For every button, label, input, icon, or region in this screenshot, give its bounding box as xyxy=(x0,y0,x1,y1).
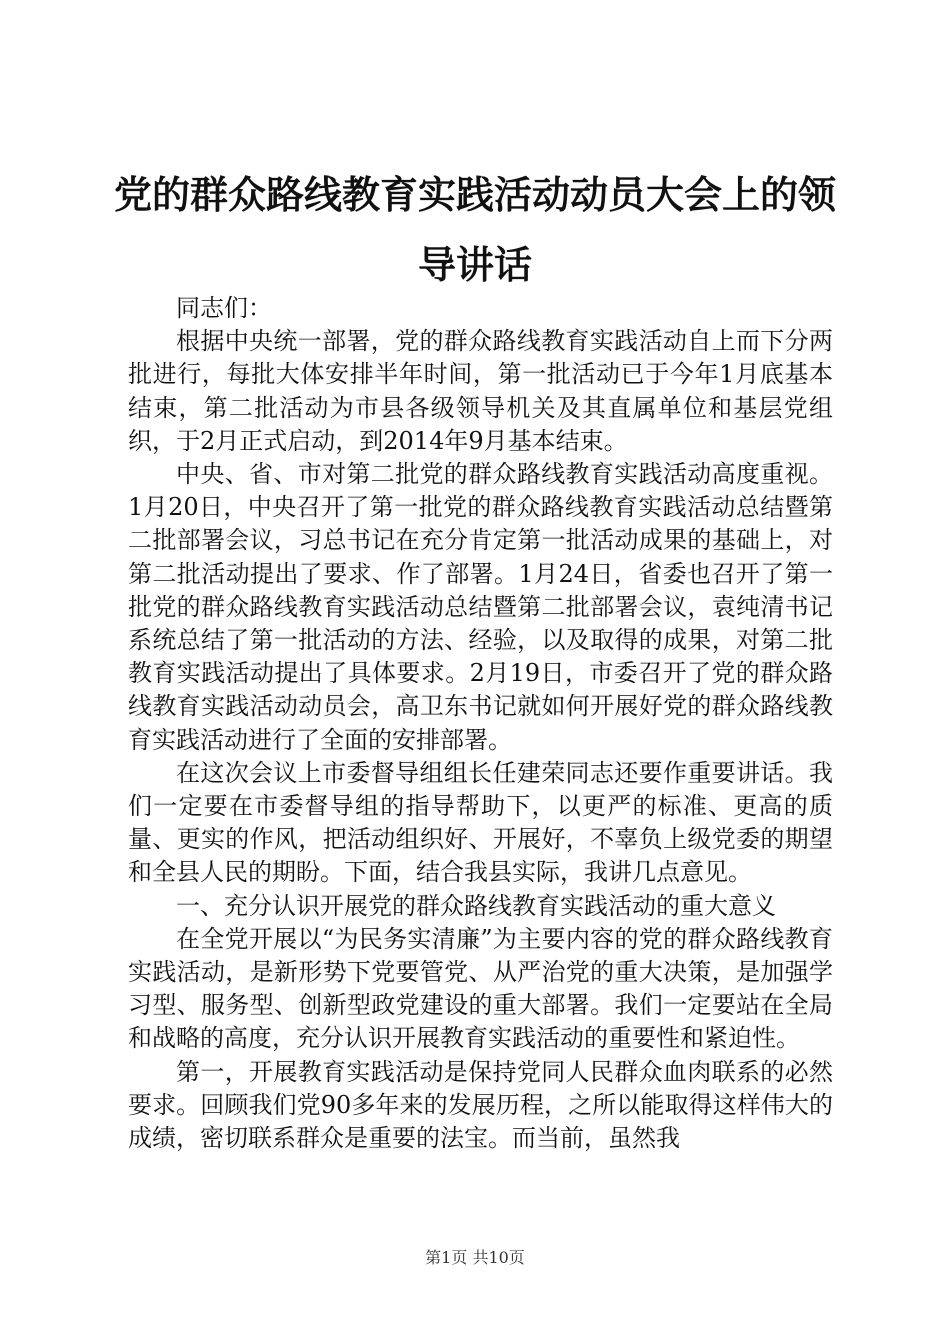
paragraph: 根据中央统一部署，党的群众路线教育实践活动自上而下分两批进行，每批大体安排半年时间，第一批活动已于今年1月底基本结束，第二批活动为市县各级领导机关及其直属单位和基层党组织，于2月正式启动，到2014年9月基本结束。 xyxy=(128,327,833,455)
paragraph: 中央、省、市对第二批党的群众路线教育实践活动高度重视。1月20日，中央召开了第一批党的群众路线教育实践活动总结暨第二批部署会议，习总书记在充分肯定第一批活动成果的基础上，对第二批活动提出了要求、作了部署。1月24日，省委也召开了第一批党的群众路线教育实践活动总结暨第二批部署会议，袁纯清书记系统总结了第一批活动的方法、经验，以及取得的成果，对第二批教育实践活动提出了具体要求。2月19日，市委召开了党的群众路线教育实践活动动员会，高卫东书记就如何开展好党的群众路线教育实践活动进行了全面的安排部署。 xyxy=(128,460,833,754)
salutation: 同志们： xyxy=(176,294,272,322)
section-heading: 一、充分认识开展党的群众路线教育实践活动的重大意义 xyxy=(176,891,776,920)
document-title: 党的群众路线教育实践活动动员大会上的领导讲话 xyxy=(113,172,836,287)
paragraph: 在这次会议上市委督导组组长任建荣同志还要作重要讲话。我们一定要在市委督导组的指导帮助下，以更严的标准、更高的质量、更实的作风，把活动组织好、开展好，不辜负上级党委的期望和全县人民的期盼。下面，结合我县实际，我讲几点意见。 xyxy=(128,758,833,887)
page-footer: 第1页 共10页 xyxy=(425,1248,525,1267)
paragraph: 第一，开展教育实践活动是保持党同人民群众血肉联系的必然要求。回顾我们党90多年来的发展历程，之所以能取得这样伟大的成绩，密切联系群众是重要的法宝。而当前，虽然我 xyxy=(128,1057,833,1153)
document-body xyxy=(128,292,833,1155)
paragraph: 在全党开展以“为民务实清廉”为主要内容的党的群众路线教育实践活动，是新形势下党要管党、从严治党的重大决策，是加强学习型、服务型、创新型政党建设的重大部署。我们一定要站在全局和战略的高度，充分认识开展教育实践活动的重要性和紧迫性。 xyxy=(128,924,833,1053)
